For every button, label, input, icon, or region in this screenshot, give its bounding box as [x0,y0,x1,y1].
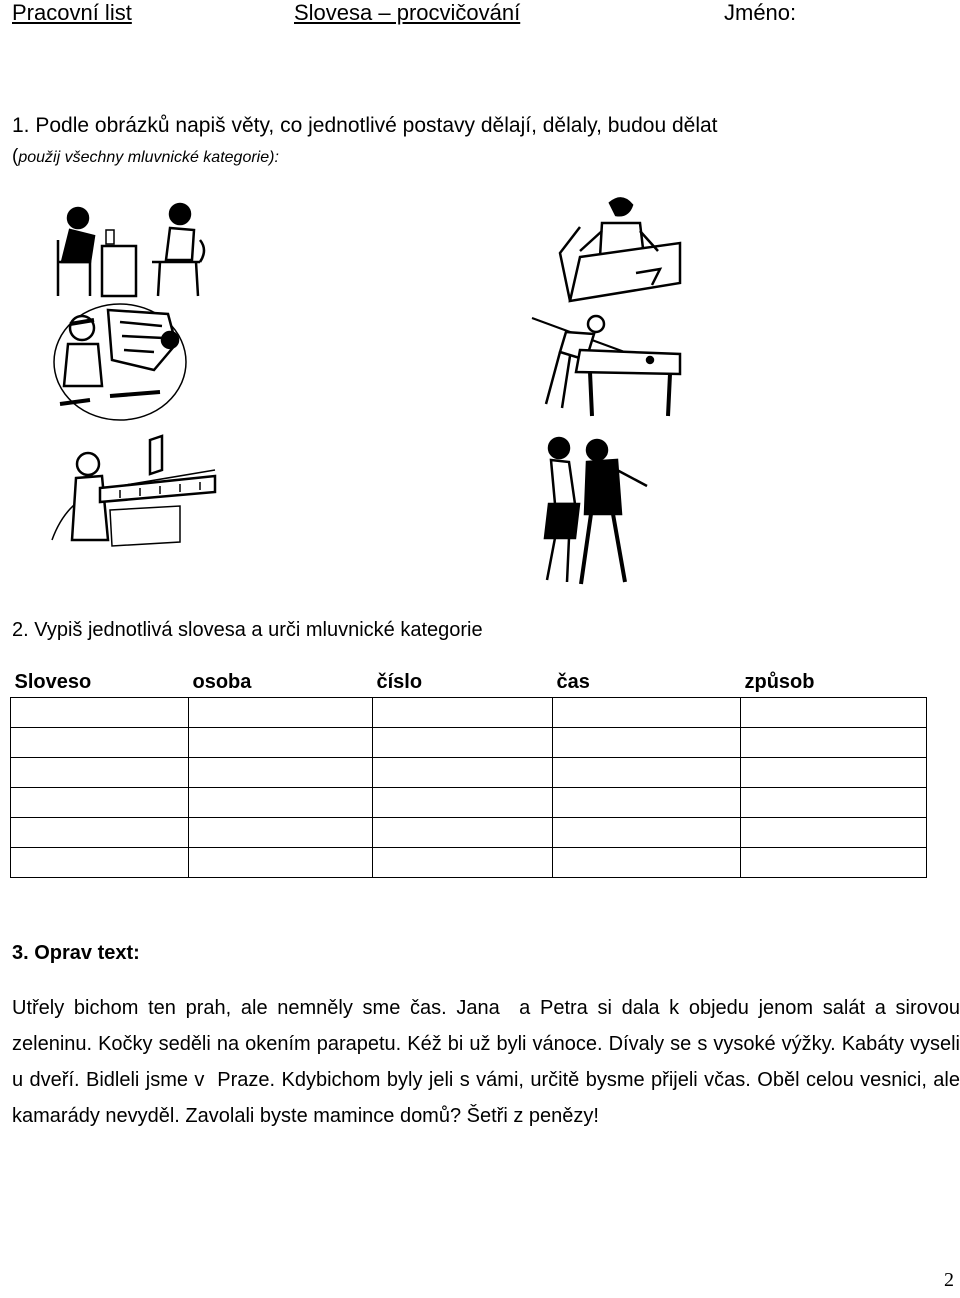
verb-categories-table [10,668,927,878]
table-cell[interactable] [11,788,189,818]
task1-note [12,146,279,168]
billiards-player-icon [530,312,685,422]
table-row [11,818,927,848]
worksheet-title: Pracovní list [12,0,132,25]
table-cell[interactable] [189,848,373,878]
table-cell[interactable] [189,818,373,848]
table-cell[interactable] [373,728,553,758]
table-cell[interactable] [553,698,741,728]
worksheet-header [12,0,952,30]
table-row [11,728,927,758]
page-number: 2 [944,1269,954,1291]
table-cell[interactable] [553,758,741,788]
table-row [11,758,927,788]
table-cell[interactable] [373,698,553,728]
table-cell[interactable] [553,848,741,878]
mechanic-repairing-engine-icon [50,300,190,425]
table-cell[interactable] [11,758,189,788]
task2-heading: 2. Vypiš jednotlivá slovesa a urči mluvnické kategorie [12,619,483,641]
task1-heading: 1. Podle obrázků napiš věty, co jednotlivé postavy dělají, dělaly, budou dělat [12,114,718,137]
table-cell[interactable] [373,818,553,848]
table-cell[interactable] [741,788,927,818]
table-row [11,698,927,728]
woman-at-drafting-table-icon [540,193,690,308]
task1-note-paren: ( [12,146,19,167]
dancing-couple-icon [525,430,655,590]
table-cell[interactable] [189,728,373,758]
table-cell[interactable] [741,818,927,848]
task3-text: Utřely bichom ten prah, ale nemněly sme čas. Jana a Petra si dala k objedu jenom salát a sirovou zeleninu. Kočky seděli na okením parapetu. Kéž bi už byli vánoce. Dívaly se s vysoké výžky. Kabáty vyseli u dveří. Bidleli jsme v Praze. Kdybichom byly jeli s vámi, určitě bysme přijeli včas. Oběl celou vesnici, ale kamarády nevyděl. Zavolali byste mamince domů? Šetři z penězy! [12,997,960,1127]
table-cell[interactable] [189,758,373,788]
table-cell[interactable] [741,698,927,728]
table-cell[interactable] [373,848,553,878]
table-cell[interactable] [189,698,373,728]
table-cell[interactable] [189,788,373,818]
table-cell[interactable] [11,818,189,848]
column-header-zpusob: způsob [741,668,927,698]
table-cell[interactable] [373,758,553,788]
table-cell[interactable] [11,728,189,758]
table-header-row [11,668,927,698]
table-cell[interactable] [373,788,553,818]
column-header-sloveso: Sloveso [11,668,189,698]
table-cell[interactable] [553,728,741,758]
two-people-at-desks-icon [50,200,210,300]
table-cell[interactable] [741,758,927,788]
table-cell[interactable] [553,818,741,848]
table-cell[interactable] [741,728,927,758]
column-header-cas: čas [553,668,741,698]
table-cell[interactable] [11,848,189,878]
table-row [11,788,927,818]
worksheet-topic: Slovesa – procvičování [294,0,521,25]
task3-heading: 3. Oprav text: [12,942,140,964]
table-cell[interactable] [11,698,189,728]
column-header-cislo: číslo [373,668,553,698]
table-row [11,848,927,878]
task1-note-text: použij všechny mluvnické kategorie): [18,149,279,166]
table-cell[interactable] [553,788,741,818]
table-cell[interactable] [741,848,927,878]
name-label: Jméno: [724,0,797,25]
carpenter-measuring-board-icon [50,430,220,555]
column-header-osoba: osoba [189,668,373,698]
